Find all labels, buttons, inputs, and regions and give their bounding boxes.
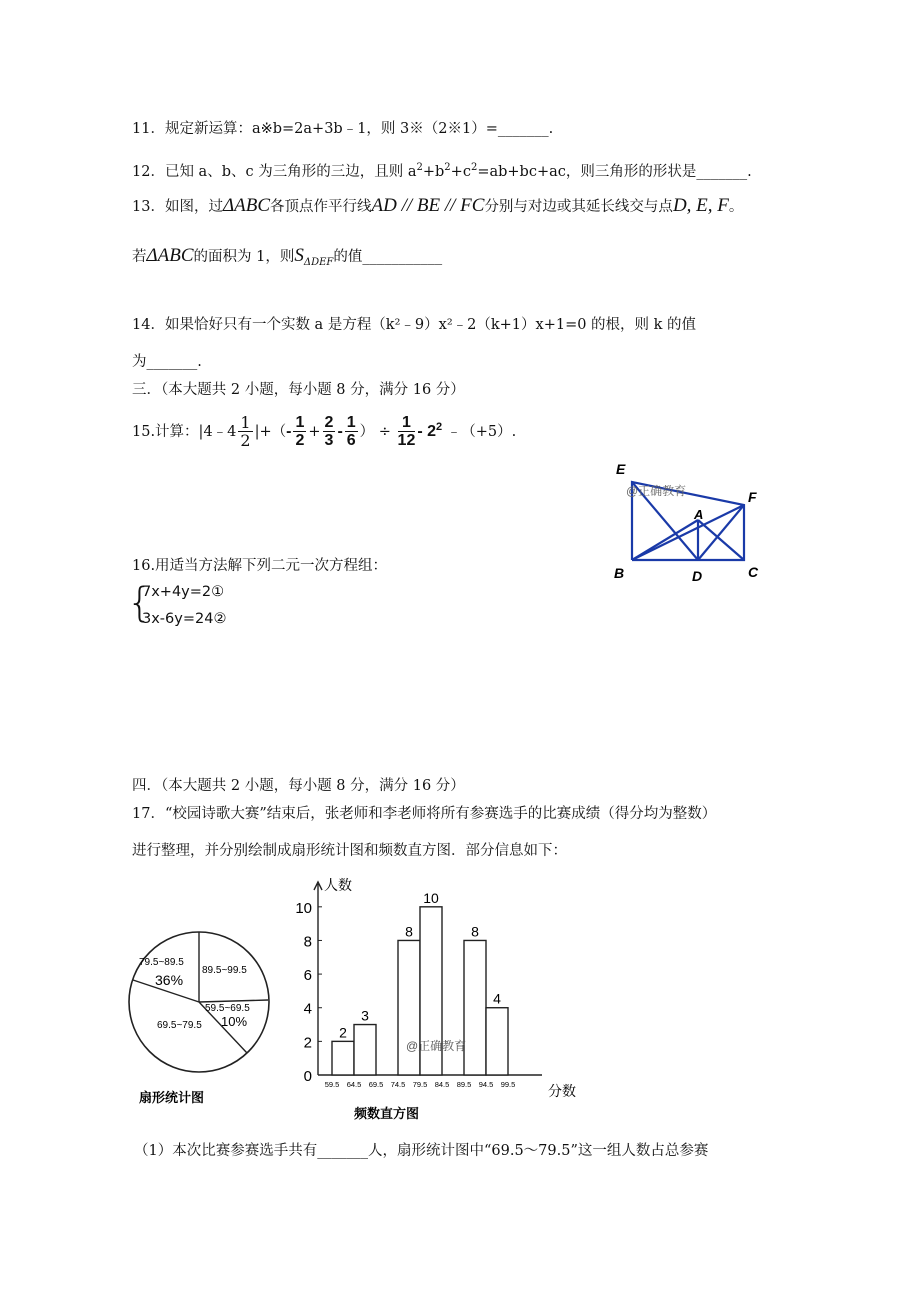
question-17: 17．“校园诗歌大赛”结束后，张老师和李老师将所有参赛选手的比赛成绩（得分均为整数） (132, 806, 717, 822)
y-tick-label: 6 (303, 967, 312, 985)
y-tick-label: 4 (303, 1000, 312, 1018)
x-tick-label: 69.5 (368, 1080, 384, 1089)
frequency-histogram (290, 870, 600, 1125)
pie-pct-10: 10% (221, 1014, 248, 1029)
pie-pct-36: 36% (155, 972, 184, 988)
y-tick-label: 0 (303, 1068, 312, 1085)
bar-value-label: 10 (423, 889, 439, 906)
question-13-line2: 若ΔABC的面积为 1，则$S_{\Delta DEF}$的值___________ (132, 245, 443, 268)
x-tick-label: 99.5 (500, 1080, 516, 1089)
bar-value-label: 4 (493, 990, 501, 1007)
system-brace: { (127, 580, 153, 626)
bar-value-label: 2 (339, 1024, 347, 1041)
watermark: @正确教育 (626, 484, 687, 498)
x-tick-label: 64.5 (346, 1080, 362, 1089)
label-e: E (616, 461, 626, 477)
pie-caption: 扇形统计图 (139, 1090, 205, 1105)
question-14-line2: 为_______. (132, 354, 202, 370)
pie-label-79-89: 79.5~89.5 (139, 957, 184, 968)
label-d: D (692, 568, 703, 584)
bar-value-label: 8 (405, 923, 413, 940)
bar-value-label: 3 (361, 1007, 369, 1024)
question-17-line2: 进行整理，并分别绘制成扇形统计图和频数直方图．部分信息如下： (132, 843, 567, 859)
equation-1: 7x+4y=2① (142, 584, 225, 600)
triangle-figure (612, 455, 772, 590)
question-15: 15.计算：|4﹣4 $\frac{1}{2}$ |+（- $\frac{1}{2}$ + $\frac{2}{3}$ - $\frac{1}{6}$ ） ÷ $\frac{1}{12}$ - $2^2$ ﹣（+5）. (132, 413, 517, 451)
x-tick-label: 74.5 (390, 1080, 406, 1089)
question-13: 13．如图，过ΔABC各顶点作平行线AD // BE // FC分别与对边或其延长线交与点D, E, F。 (132, 195, 744, 216)
section-3-header: 三．（本大题共 2 小题，每小题 8 分，满分 16 分） (132, 382, 465, 398)
question-11: 11．规定新运算：a※b=2a+3b﹣1，则 3※（2※1）=_______. (132, 121, 554, 137)
question-14: 14．如果恰好只有一个实数 a 是方程（k²﹣9）x²﹣2（k+1）x+1=0 的根，则 k 的值 (132, 317, 697, 333)
histogram-bar (464, 940, 486, 1075)
section-4-header: 四．（本大题共 2 小题，每小题 8 分，满分 16 分） (132, 778, 465, 794)
histogram-bar (332, 1041, 354, 1075)
histogram-bar (354, 1025, 376, 1075)
y-axis-label: 人数 (324, 877, 352, 893)
x-axis-label: 分数 (548, 1083, 576, 1099)
question-17-part1: （1）本次比赛参赛选手共有_______人，扇形统计图中“69.5～79.5”这一组人数占总参赛 (134, 1143, 709, 1159)
x-tick-label: 59.5 (324, 1080, 340, 1089)
pie-label-69-79: 69.5~79.5 (157, 1020, 202, 1031)
y-tick-label: 2 (303, 1034, 312, 1052)
x-tick-label: 79.5 (412, 1080, 428, 1089)
pie-chart (125, 925, 275, 1115)
histogram-caption: 频数直方图 (354, 1106, 420, 1121)
label-b: B (614, 565, 625, 581)
x-tick-label: 89.5 (456, 1080, 472, 1089)
x-tick-label: 94.5 (478, 1080, 494, 1089)
histogram-bar (398, 940, 420, 1075)
question-16: 16.用适当方法解下列二元一次方程组： (132, 558, 388, 574)
equation-2: 3x-6y=24② (142, 611, 227, 627)
pie-label-59-69: 59.5~69.5 (205, 1003, 250, 1014)
histogram-bar (486, 1008, 508, 1075)
y-tick-label: 8 (303, 933, 312, 951)
x-tick-label: 84.5 (434, 1080, 450, 1089)
watermark: @正确教育 (406, 1039, 467, 1053)
label-a: A (694, 507, 704, 522)
label-c: C (748, 564, 759, 580)
pie-label-89-99: 89.5~99.5 (202, 965, 247, 976)
label-f: F (748, 489, 757, 505)
y-tick-label: 10 (295, 899, 312, 917)
question-12: 12．已知 a、b、c 为三角形的三边，且则 $a^2+b^2+c^2=ab+bc+ac$，则三角形的形状是_______. (132, 162, 752, 180)
bar-value-label: 8 (471, 923, 479, 940)
